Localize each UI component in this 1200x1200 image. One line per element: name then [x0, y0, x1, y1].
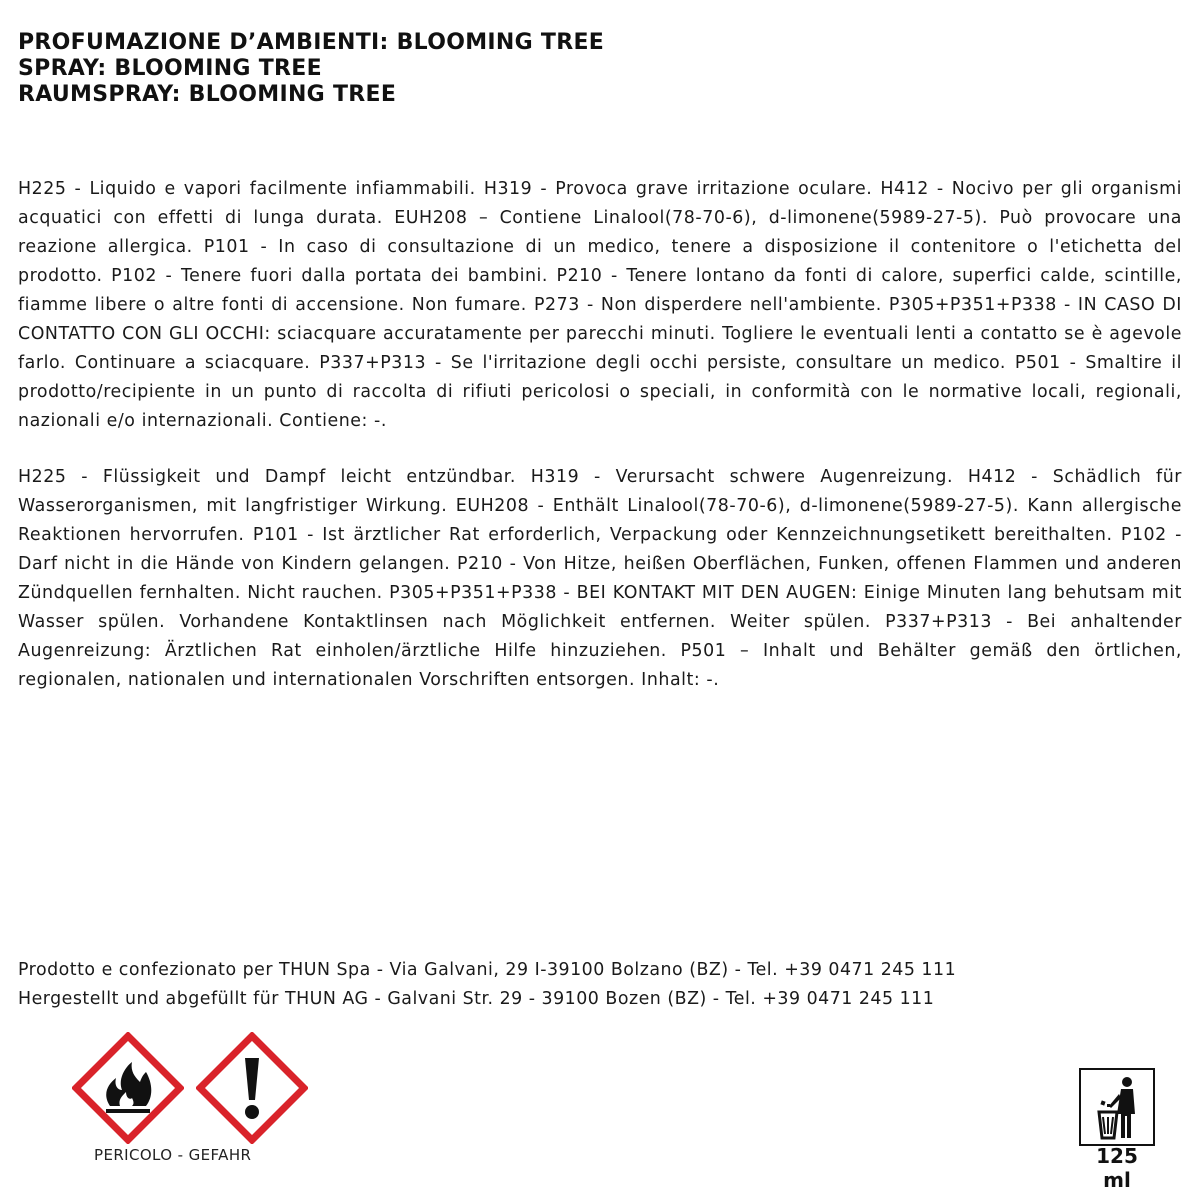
producer-italian: Prodotto e confezionato per THUN Spa - Via Galvani, 29 I-39100 Bolzano (BZ) - Tel. +39 0471 245 111 [18, 960, 957, 980]
hazard-text-italian: H225 - Liquido e vapori facilmente infiammabili. H319 - Provoca grave irritazione oculare. H412 - Nocivo per gli organismi acquatici con effetti di lunga durata. EUH208 – Contiene Linalool(78-70-6), d-limonene(5989-27-5). Può provocare una reazione allergica. P101 - In caso di consultazione di un medico, tenere a disposizione il contenitore o l'etichetta del prodotto. P102 - Tenere fuori dalla portata dei bambini. P210 - Tenere lontano da fonti di calore, superfici calde, scintille, fiamme libere o altre fonti di accensione. Non fumare. P273 - Non disperdere nell'ambiente. P305+P351+P338 - IN CASO DI CONTATTO CON GLI OCCHI: sciacquare accuratamente per parecchi minuti. Togliere le eventuali lenti a contatto se è agevole farlo. Continuare a sciacquare. P337+P313 - Se l'irritazione degli occhi persiste, consultare un medico. P501 - Smaltire il prodotto/recipiente in un punto di raccolta di rifiuti pericolosi o speciali, in conformità con le normative locali, regionali, nazionali e/o internazionali. Contiene: -. [18, 179, 1182, 431]
volume-amount: 125 [1096, 1144, 1138, 1168]
title-german: RAUMSPRAY: BLOOMING TREE [18, 82, 397, 107]
flame-icon [72, 1032, 184, 1144]
title-italian: PROFUMAZIONE D’AMBIENTI: BLOOMING TREE [18, 30, 605, 55]
producer-info [18, 956, 956, 1014]
trash-bin-person-icon [1081, 1070, 1153, 1144]
volume-unit: ml [1103, 1168, 1131, 1192]
title-spray: SPRAY: BLOOMING TREE [18, 56, 322, 81]
exclamation-mark-icon [196, 1032, 308, 1144]
product-titles [18, 30, 604, 108]
producer-german: Hergestellt und abgefüllt für THUN AG - Galvani Str. 29 - 39100 Bozen (BZ) - Tel. +39 0471 245 111 [18, 989, 935, 1009]
hazard-text-german: H225 - Flüssigkeit und Dampf leicht entzündbar. H319 - Verursacht schwere Augenreizung. H412 - Schädlich für Wasserorganismen, mit langfristiger Wirkung. EUH208 - Enthält Linalool(78-70-6), d-limonene(5989-27-5). Kann allergische Reaktionen hervorrufen. P101 - Ist ärztlicher Rat erforderlich, Verpackung oder Kennzeichnungsetikett bereithalten. P102 - Darf nicht in die Hände von Kindern gelangen. P210 - Von Hitze, heißen Oberflächen, Funken, offenen Flammen und anderen Zündquellen fernhalten. Nicht rauchen. P305+P351+P338 - BEI KONTAKT MIT DEN AUGEN: Einige Minuten lang behutsam mit Wasser spülen. Vorhandene Kontaktlinsen nach Möglichkeit entfernen. Weiter spülen. P337+P313 - Bei anhaltender Augenreizung: Ärztlichen Rat einholen/ärztliche Hilfe hinzuziehen. P501 – Inhalt und Behälter gemäß den örtlichen, regionalen, nationalen und internationalen Vorschriften entsorgen. Inhalt: -. [18, 467, 1182, 690]
signal-word: PERICOLO - GEFAHR [94, 1146, 252, 1164]
volume-label [1079, 1144, 1155, 1192]
disposal-icon-box [1079, 1068, 1155, 1146]
hazard-pictograms [72, 1032, 312, 1192]
